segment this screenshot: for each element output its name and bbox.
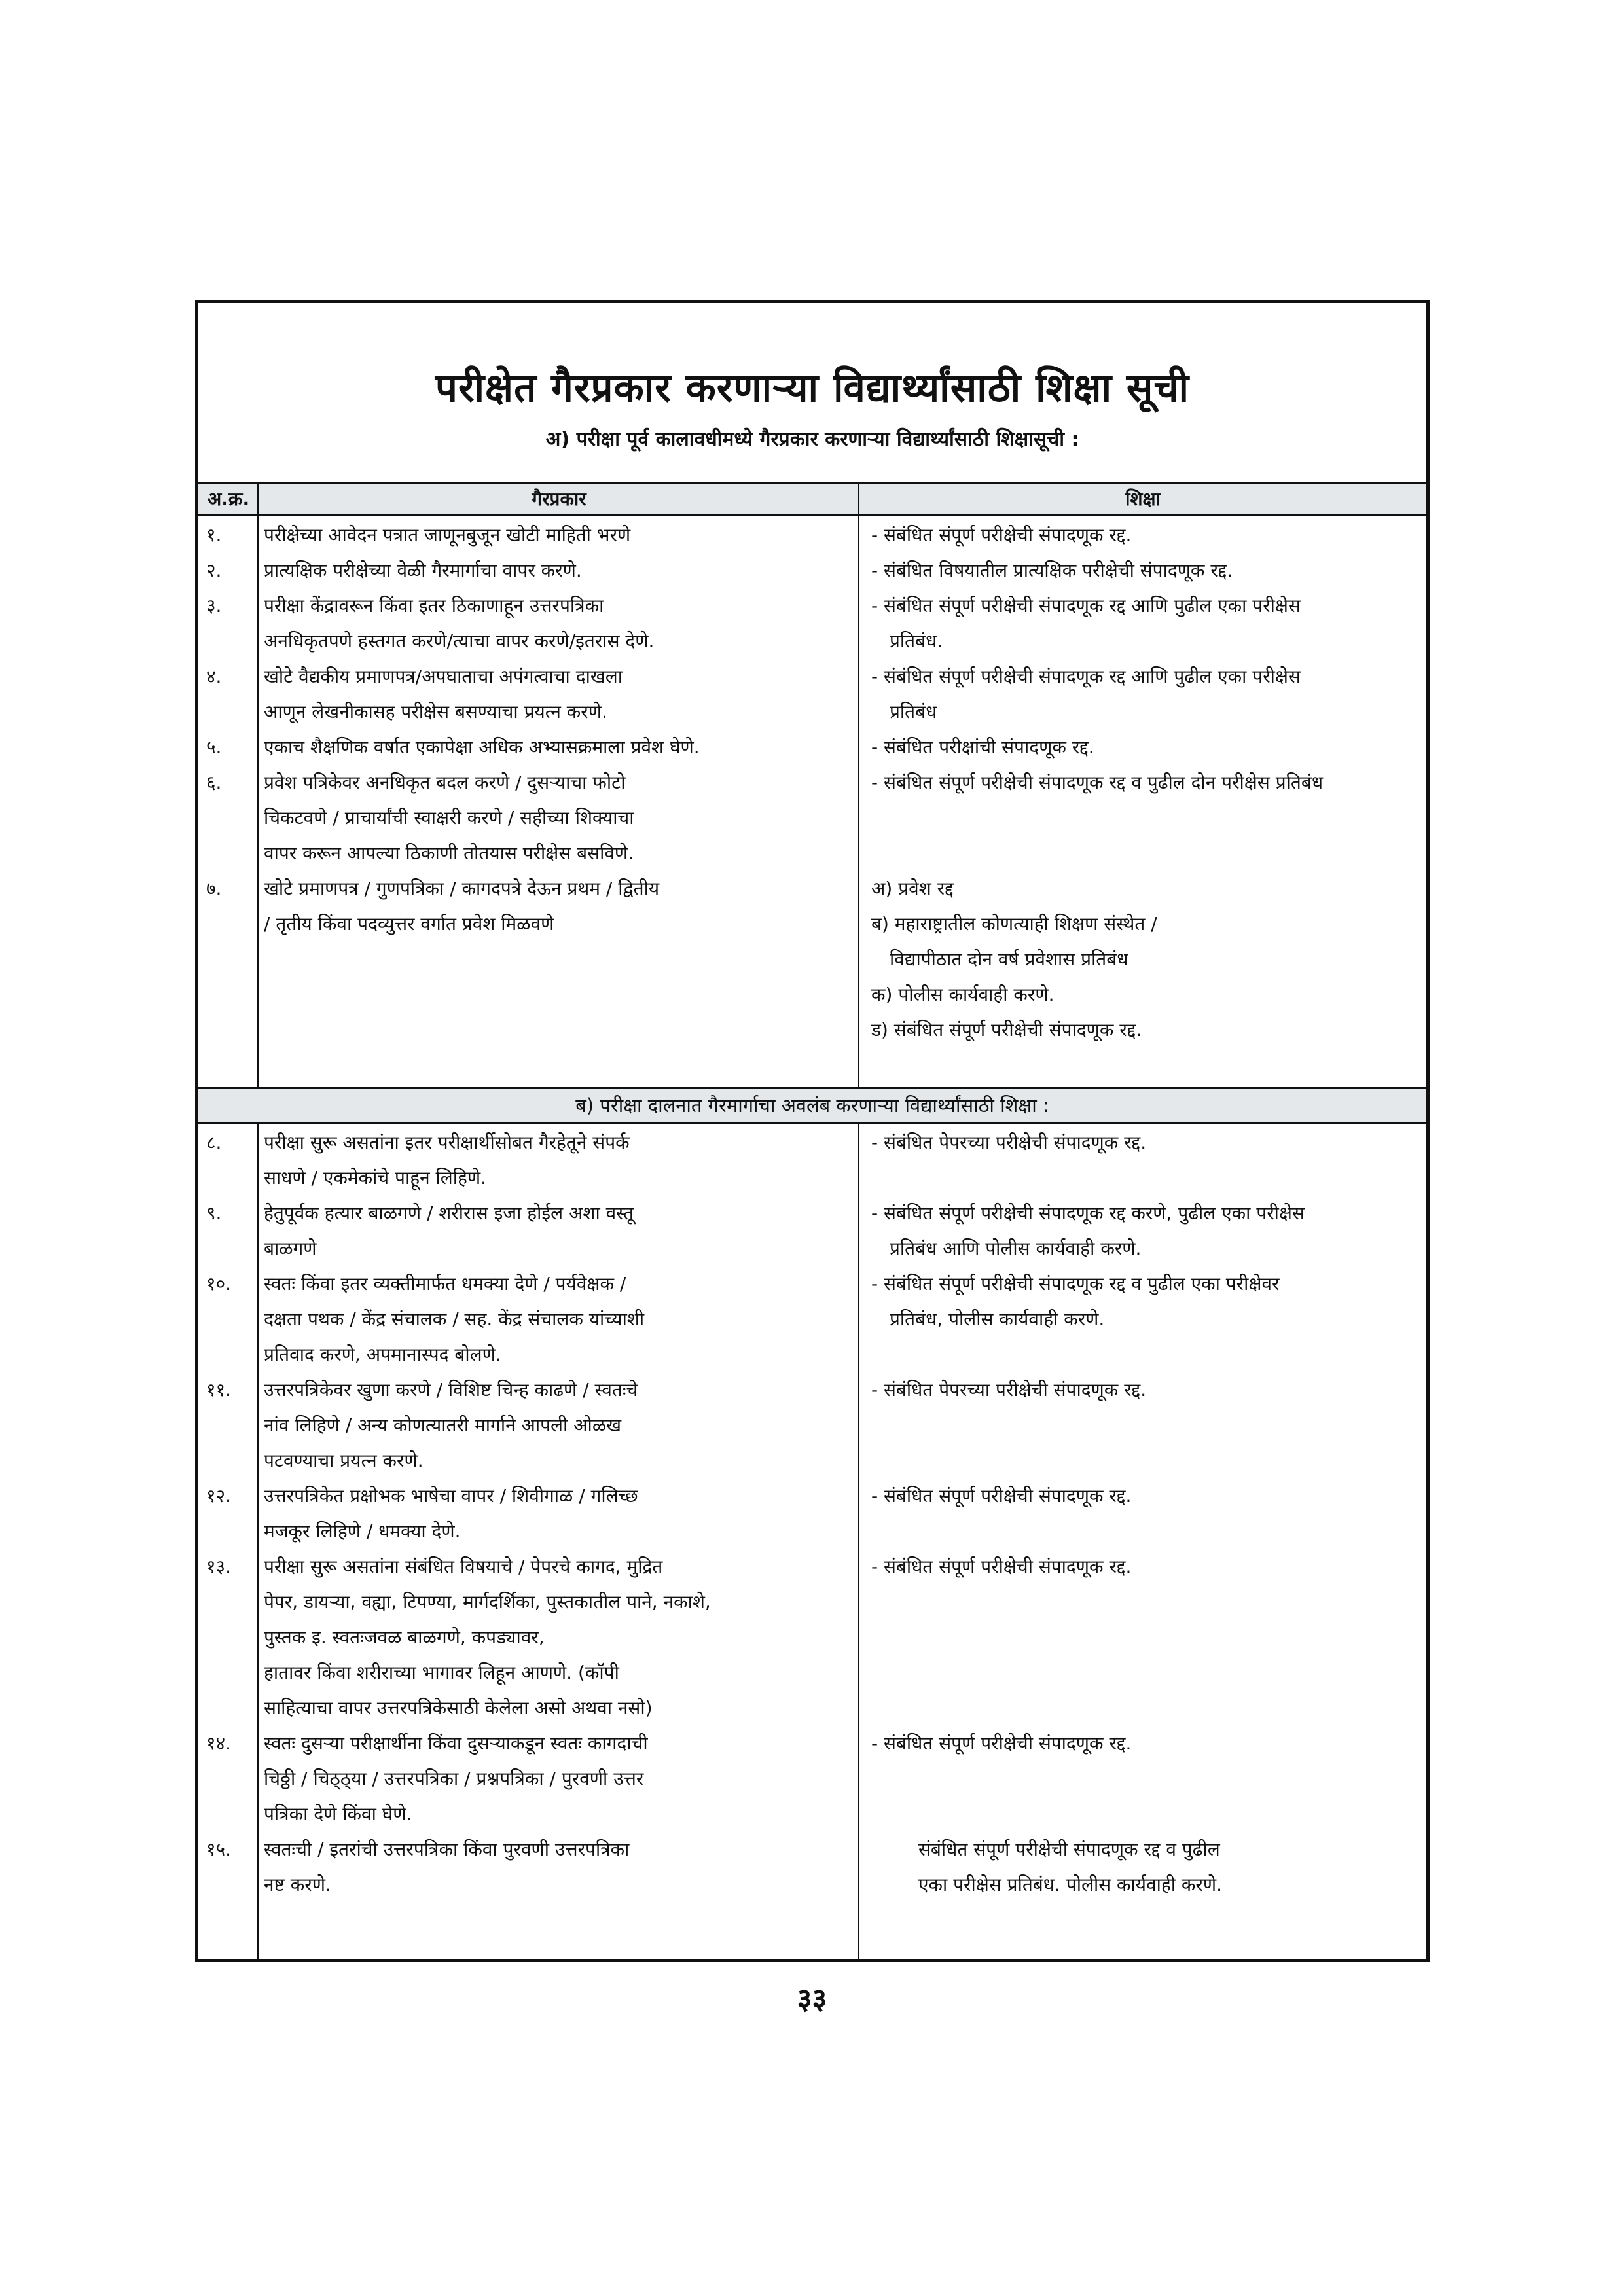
offense-line: बाळगणे <box>264 1238 317 1259</box>
offense-line: हातावर किंवा शरीराच्या भागावर लिहून आणणे. (कॉपी <box>264 1662 619 1683</box>
offense-line: साहित्याचा वापर उत्तरपत्रिकेसाठी केलेला असो अथवा नसो) <box>264 1697 653 1719</box>
offense-line: आणून लेखनीकासह परीक्षेस बसण्याचा प्रयत्न करणे. <box>264 701 607 723</box>
penalty-cell <box>871 518 1415 553</box>
offense-cell <box>264 1125 846 1196</box>
offense-line: पटवण्याचा प्रयत्न करणे. <box>264 1450 424 1471</box>
offense-line: साधणे / एकमेकांचे पाहून लिहिणे. <box>264 1167 487 1189</box>
offense-line: दक्षता पथक / केंद्र संचालक / सह. केंद्र संचालक यांच्याशी <box>264 1308 645 1330</box>
offense-line: खोटे प्रमाणपत्र / गुणपत्रिका / कागदपत्रे देऊन प्रथम / द्वितीय <box>264 878 660 899</box>
offense-cell <box>264 1479 846 1549</box>
column-divider <box>257 484 259 1088</box>
row-number: ८. <box>206 1132 222 1153</box>
offense-line: परीक्षा सुरू असतांना इतर परीक्षार्थीसोबत गैरहेतूने संपर्क <box>264 1132 630 1153</box>
penalty-cell <box>871 1832 1415 1903</box>
header-offense: गैरप्रकार <box>532 488 586 510</box>
penalty-line: - संबंधित संपूर्ण परीक्षेची संपादणूक रद्द आणि पुढील एका परीक्षेस <box>871 666 1301 687</box>
offense-cell <box>264 1196 846 1266</box>
offense-line: उत्तरपत्रिकेत प्रक्षोभक भाषेचा वापर / शिवीगाळ / गलिच्छ <box>264 1485 638 1507</box>
header-num: अ.क्र. <box>207 488 250 510</box>
row-number: १२. <box>206 1485 232 1507</box>
section-b-heading: ब) परीक्षा दालनात गैरमार्गाचा अवलंब करणाऱ्या विद्यार्थ्यांसाठी शिक्षा : <box>575 1094 1049 1117</box>
row-number: २. <box>206 560 222 581</box>
offense-line: खोटे वैद्यकीय प्रमाणपत्र/अपघाताचा अपंगत्वाचा दाखला <box>264 666 623 687</box>
row-number: ४. <box>206 666 222 687</box>
penalty-line: - संबंधित संपूर्ण परीक्षेची संपादणूक रद्द आणि पुढील एका परीक्षेस <box>871 595 1301 617</box>
penalty-line: क) पोलीस कार्यवाही करणे. <box>871 984 1055 1005</box>
offense-cell <box>264 871 846 942</box>
penalty-cell <box>871 1266 1415 1337</box>
offense-cell <box>264 730 846 765</box>
penalty-line: अ) प्रवेश रद्द <box>871 878 954 899</box>
penalty-cell <box>871 1726 1415 1761</box>
row-number: ३. <box>206 595 222 617</box>
penalty-line: प्रतिबंध <box>890 701 937 723</box>
penalty-line: - संबंधित पेपरच्या परीक्षेची संपादणूक रद्द. <box>871 1132 1147 1153</box>
penalty-line: - संबंधित संपूर्ण परीक्षेची संपादणूक रद्द व पुढील एका परीक्षेवर <box>871 1273 1280 1295</box>
offense-line: नष्ट करणे. <box>264 1874 331 1895</box>
row-number: ९. <box>206 1202 222 1224</box>
row-number: ७. <box>206 878 222 899</box>
penalty-line: - संबंधित संपूर्ण परीक्षेची संपादणूक रद्द. <box>871 1556 1132 1577</box>
offense-line: स्वतःची / इतरांची उत्तरपत्रिका किंवा पुरवणी उत्तरपत्रिका <box>264 1839 630 1860</box>
penalty-line: विद्यापीठात दोन वर्ष प्रवेशास प्रतिबंध <box>890 948 1128 970</box>
penalty-line: - संबंधित संपूर्ण परीक्षेची संपादणूक रद्द व पुढील दोन परीक्षेस प्रतिबंध <box>871 772 1324 793</box>
offense-cell <box>264 1372 846 1479</box>
offense-line: स्वतः किंवा इतर व्यक्तीमार्फत धमक्या देणे / पर्यवेक्षक / <box>264 1273 626 1295</box>
offense-cell <box>264 518 846 553</box>
offense-line: परीक्षा सुरू असतांना संबंधित विषयाचे / पेपरचे कागद, मुद्रित <box>264 1556 663 1577</box>
offense-line: चिठ्ठी / चिठ्ठ्या / उत्तरपत्रिका / प्रश्नपत्रिका / पुरवणी उत्तर <box>264 1768 644 1789</box>
penalty-line: - संबंधित पेपरच्या परीक्षेची संपादणूक रद्द. <box>871 1379 1147 1401</box>
penalty-line: - संबंधित विषयातील प्रात्यक्षिक परीक्षेची संपादणूक रद्द. <box>871 560 1233 581</box>
row-number: १. <box>206 524 222 546</box>
offense-line: अनधिकृतपणे हस्तगत करणे/त्याचा वापर करणे/इतरास देणे. <box>264 630 655 652</box>
row-number: १३. <box>206 1556 232 1577</box>
penalty-line: ब) महाराष्ट्रातील कोणत्याही शिक्षण संस्थेत / <box>871 913 1157 935</box>
column-divider <box>257 1122 259 1959</box>
penalty-cell <box>871 1196 1415 1266</box>
offense-line: प्रतिवाद करणे, अपमानास्पद बोलणे. <box>264 1344 501 1365</box>
penalty-line: प्रतिबंध आणि पोलीस कार्यवाही करणे. <box>890 1238 1142 1259</box>
offense-line: / तृतीय किंवा पदव्युत्तर वर्गात प्रवेश मिळवणे <box>264 913 554 935</box>
offense-cell <box>264 1266 846 1372</box>
offense-line: चिकटवणे / प्राचार्यांची स्वाक्षरी करणे / सहीच्या शिक्याचा <box>264 807 634 829</box>
row-number: ११. <box>206 1379 232 1401</box>
penalty-line: ड) संबंधित संपूर्ण परीक्षेची संपादणूक रद्द. <box>871 1019 1142 1041</box>
page-number: ३३ <box>797 1982 827 2016</box>
row-number: ६. <box>206 772 222 793</box>
penalty-line: प्रतिबंध, पोलीस कार्यवाही करणे. <box>890 1308 1105 1330</box>
penalty-cell <box>871 659 1415 730</box>
row-number: १५. <box>206 1839 232 1860</box>
offense-line: हेतुपूर्वक हत्यार बाळगणे / शरीरास इजा होईल अशा वस्तू <box>264 1202 634 1224</box>
offense-cell <box>264 1832 846 1903</box>
penalty-cell <box>871 588 1415 659</box>
offense-line: प्रात्यक्षिक परीक्षेच्या वेळी गैरमार्गाचा वापर करणे. <box>264 560 582 581</box>
punishment-table-frame <box>195 300 1430 1962</box>
offense-cell <box>264 659 846 730</box>
offense-cell <box>264 1726 846 1832</box>
page-title: परीक्षेत गैरप्रकार करणाऱ्या विद्यार्थ्यांसाठी शिक्षा सूची <box>435 365 1190 411</box>
header-penalty: शिक्षा <box>1125 488 1161 510</box>
offense-line: एकाच शैक्षणिक वर्षात एकापेक्षा अधिक अभ्यासक्रमाला प्रवेश घेणे. <box>264 736 700 758</box>
offense-line: वापर करून आपल्या ठिकाणी तोतयास परीक्षेस बसविणे. <box>264 842 634 864</box>
penalty-line: - संबंधित संपूर्ण परीक्षेची संपादणूक रद्द. <box>871 1732 1132 1754</box>
offense-cell <box>264 1549 846 1726</box>
offense-line: परीक्षेच्या आवेदन पत्रात जाणूनबुजून खोटी माहिती भरणे <box>264 524 631 546</box>
offense-line: स्वतः दुसऱ्या परीक्षार्थीना किंवा दुसऱ्याकडून स्वतः कागदाची <box>264 1732 648 1754</box>
offense-line: मजकूर लिहिणे / धमक्या देणे. <box>264 1520 461 1542</box>
offense-line: उत्तरपत्रिकेवर खुणा करणे / विशिष्ट चिन्ह काढणे / स्वतःचे <box>264 1379 638 1401</box>
section-a-heading: अ) परीक्षा पूर्व कालावधीमध्ये गैरप्रकार करणाऱ्या विद्यार्थ्यांसाठी शिक्षासूची : <box>545 428 1079 451</box>
offense-cell <box>264 588 846 659</box>
penalty-line: प्रतिबंध. <box>890 630 943 652</box>
penalty-cell <box>871 1372 1415 1408</box>
offense-cell <box>264 553 846 588</box>
column-divider <box>858 1122 859 1959</box>
penalty-line: - संबंधित संपूर्ण परीक्षेची संपादणूक रद्द. <box>871 1485 1132 1507</box>
column-divider <box>858 484 859 1088</box>
penalty-line: - संबंधित संपूर्ण परीक्षेची संपादणूक रद्द. <box>871 524 1132 546</box>
penalty-line: - संबंधित संपूर्ण परीक्षेची संपादणूक रद्द करणे, पुढील एका परीक्षेस <box>871 1202 1305 1224</box>
offense-cell <box>264 765 846 871</box>
offense-line: पत्रिका देणे किंवा घेणे. <box>264 1803 412 1825</box>
penalty-line: संबंधित संपूर्ण परीक्षेची संपादणूक रद्द व पुढील <box>918 1839 1220 1860</box>
penalty-cell <box>871 1125 1415 1160</box>
offense-line: नांव लिहिणे / अन्य कोणत्यातरी मार्गाने आपली ओळख <box>264 1414 622 1436</box>
penalty-cell <box>871 765 1415 800</box>
offense-line: प्रवेश पत्रिकेवर अनधिकृत बदल करणे / दुसऱ्याचा फोटो <box>264 772 626 793</box>
penalty-line: - संबंधित परीक्षांची संपादणूक रद्द. <box>871 736 1094 758</box>
row-number: १४. <box>206 1732 232 1754</box>
row-number: ५. <box>206 736 222 758</box>
row-number: १०. <box>206 1273 232 1295</box>
penalty-cell <box>871 871 1415 1048</box>
penalty-line: एका परीक्षेस प्रतिबंध. पोलीस कार्यवाही करणे. <box>918 1874 1222 1895</box>
penalty-cell <box>871 553 1415 588</box>
offense-line: परीक्षा केंद्रावरून किंवा इतर ठिकाणाहून उत्तरपत्रिका <box>264 595 604 617</box>
offense-line: पुस्तक इ. स्वतःजवळ बाळगणे, कपड्यावर, <box>264 1626 545 1648</box>
penalty-cell <box>871 1479 1415 1514</box>
offense-line: पेपर, डायऱ्या, वह्या, टिपण्या, मार्गदर्शिका, पुस्तकातील पाने, नकाशे, <box>264 1591 711 1613</box>
penalty-cell <box>871 1549 1415 1585</box>
penalty-cell <box>871 730 1415 765</box>
